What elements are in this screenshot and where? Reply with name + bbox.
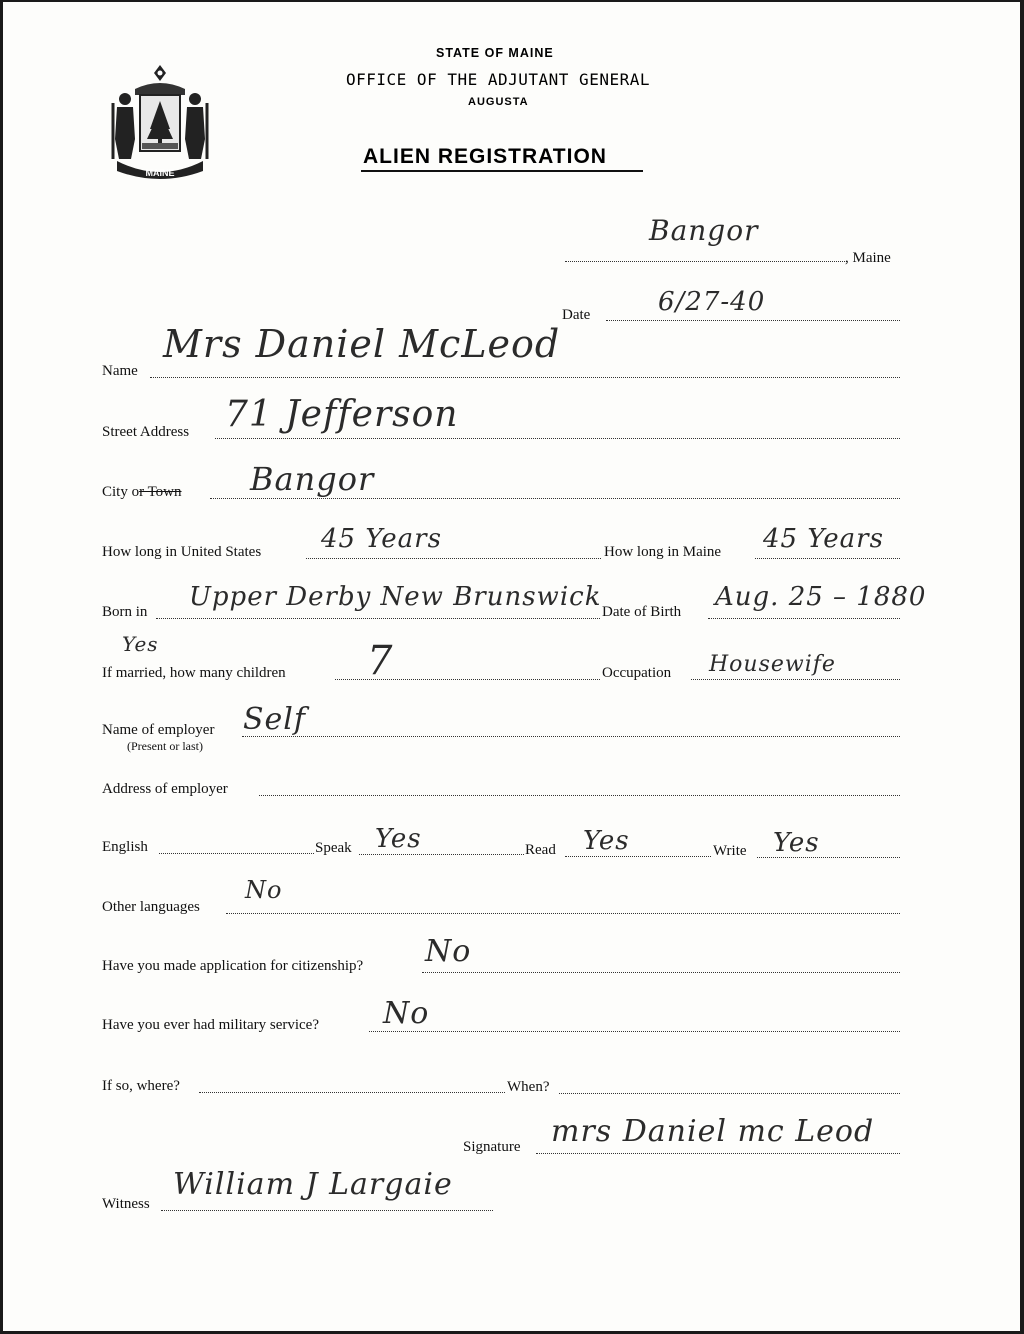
occupation-value: Housewife xyxy=(709,652,836,677)
occupation-label: Occupation xyxy=(602,665,672,681)
maine-label: How long in Maine xyxy=(604,544,722,560)
married-label: If married, how many children xyxy=(102,665,286,681)
speak-label: Speak xyxy=(315,840,352,856)
witness-label: Witness xyxy=(102,1196,150,1212)
military-label: Have you ever had military service? xyxy=(102,1017,319,1033)
maine-value: 45 Years xyxy=(763,524,884,554)
name-label: Name xyxy=(102,363,138,379)
write-label: Write xyxy=(713,843,747,859)
place-suffix: , Maine xyxy=(845,250,891,266)
signature-label: Signature xyxy=(463,1139,521,1155)
header-state: STATE OF MAINE xyxy=(436,46,554,60)
city-label: City or Town xyxy=(102,484,182,500)
citizenship-label: Have you made application for citizenship? xyxy=(102,958,364,974)
employer-label: Name of employer xyxy=(102,722,215,738)
read-label: Read xyxy=(525,842,556,858)
place-value: Bangor xyxy=(649,214,759,247)
children-value: 7 xyxy=(367,638,394,684)
where-label: If so, where? xyxy=(102,1078,180,1094)
state-of-maine-seal xyxy=(107,59,213,185)
other-lang-label: Other languages xyxy=(102,899,200,915)
header-office: OFFICE OF THE ADJUTANT GENERAL xyxy=(346,70,650,89)
read-value: Yes xyxy=(583,826,630,856)
street-label: Street Address xyxy=(102,424,190,440)
speak-value: Yes xyxy=(375,824,422,854)
witness-value: William J Largaie xyxy=(173,1167,453,1202)
english-label: English xyxy=(102,839,148,855)
date-label: Date xyxy=(562,307,591,323)
city-value: Bangor xyxy=(250,460,375,498)
write-value: Yes xyxy=(773,828,820,858)
seal-text: MAINE xyxy=(145,168,175,178)
us-value: 45 Years xyxy=(321,524,442,554)
married-value: Yes xyxy=(122,632,159,656)
header-city: AUGUSTA xyxy=(468,96,529,108)
when-label: When? xyxy=(507,1079,550,1095)
employer-value: Self xyxy=(243,702,307,737)
street-value: 71 Jefferson xyxy=(225,394,459,435)
citizenship-value: No xyxy=(425,934,472,969)
employer-sublabel: (Present or last) xyxy=(127,739,203,753)
military-value: No xyxy=(383,996,430,1031)
employer-address-label: Address of employer xyxy=(102,781,228,797)
date-value: 6/27-40 xyxy=(658,287,766,317)
signature-value: mrs Daniel mc Leod xyxy=(551,1114,875,1149)
born-label: Born in xyxy=(102,604,148,620)
other-lang-value: No xyxy=(245,876,283,904)
registration-form xyxy=(3,2,1020,1331)
dob-value: Aug. 25 – 1880 xyxy=(715,582,927,612)
name-value: Mrs Daniel McLeod xyxy=(163,322,561,366)
born-value: Upper Derby New Brunswick xyxy=(189,582,602,612)
dob-label: Date of Birth xyxy=(602,604,682,620)
title-underline xyxy=(361,170,643,172)
form-title: ALIEN REGISTRATION xyxy=(363,145,607,168)
us-label: How long in United States xyxy=(102,544,262,560)
